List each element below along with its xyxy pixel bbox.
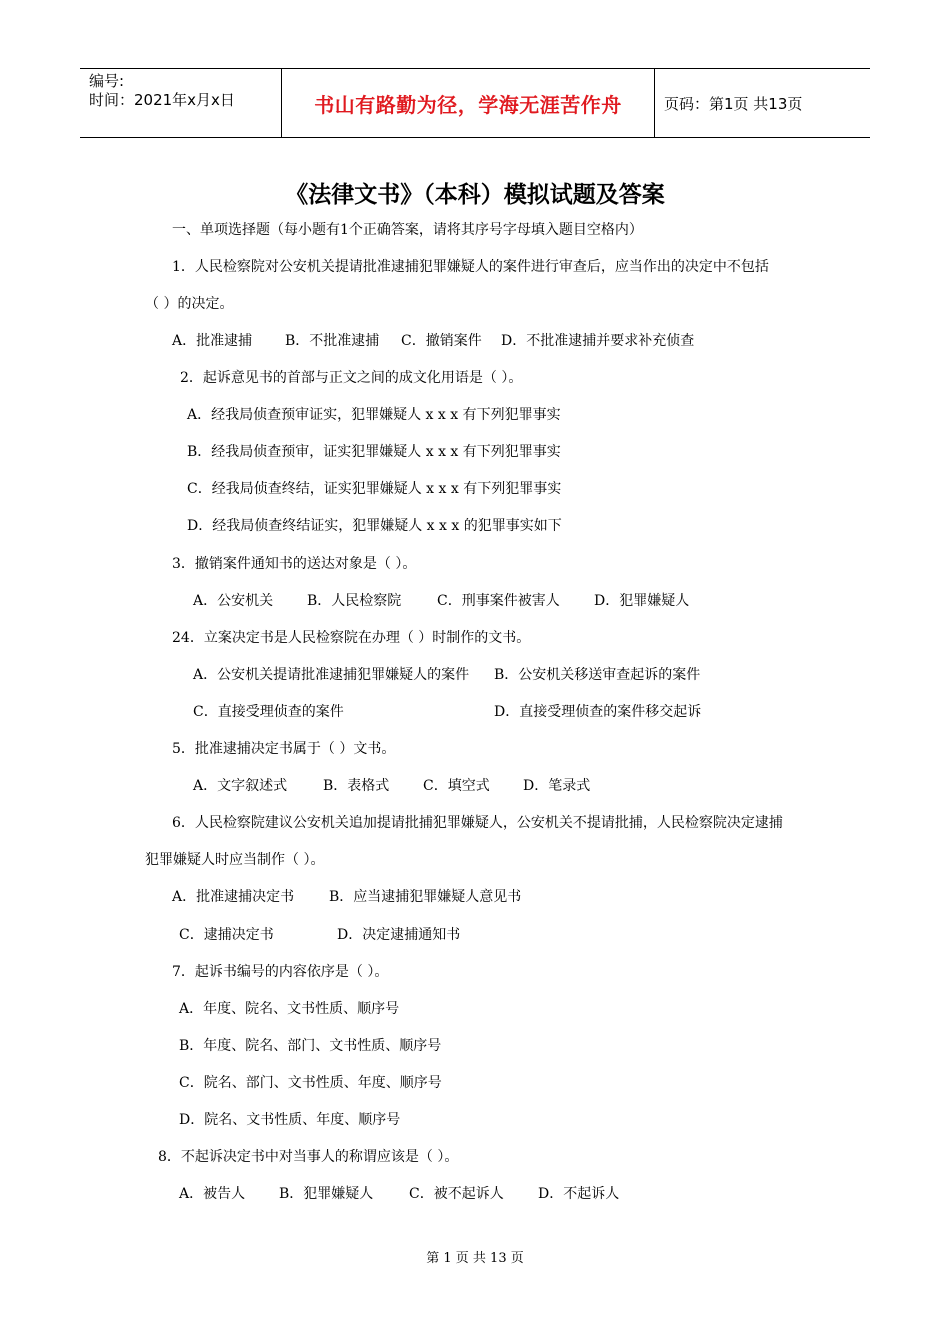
page-footer: 第 1 页 共 13 页 bbox=[426, 1251, 524, 1266]
question-24-option-c: C．直接受理侦查的案件 bbox=[193, 704, 344, 720]
header-meta-cell bbox=[80, 69, 281, 137]
question-3-line-1: 3．撤销案件通知书的送达对象是（ ）。 bbox=[172, 556, 417, 572]
question-5-line-1: 5．批准逮捕决定书属于（ ）文书。 bbox=[172, 741, 396, 757]
header-motto-cell bbox=[281, 69, 655, 137]
header-page-cell bbox=[654, 69, 870, 137]
question-8-option-b: B．犯罪嫌疑人 bbox=[279, 1186, 374, 1202]
question-6-option-b: B．应当逮捕犯罪嫌疑人意见书 bbox=[329, 889, 522, 905]
question-7-option-c: C．院名、部门、文书性质、年度、顺序号 bbox=[179, 1075, 442, 1091]
question-2-line-1: 2．起诉意见书的首部与正文之间的成文化用语是（ ）。 bbox=[180, 370, 523, 386]
question-1-line-2: （ ）的决定。 bbox=[145, 296, 234, 312]
question-8-option-c: C．被不起诉人 bbox=[409, 1186, 504, 1202]
question-3-option-a: A．公安机关 bbox=[193, 593, 274, 609]
header-motto: 书山有路勤为径，学海无涯苦作舟 bbox=[314, 92, 622, 117]
document-title: 《法律文书》（本科）模拟试题及答案 bbox=[285, 182, 665, 208]
question-1-option-b: B．不批准逮捕 bbox=[285, 333, 380, 349]
question-1-option-a: A．批准逮捕 bbox=[172, 333, 253, 349]
question-8-option-d: D．不起诉人 bbox=[538, 1186, 620, 1202]
question-6-line-1: 6．人民检察院建议公安机关追加提请批捕犯罪嫌疑人，公安机关不提请批捕，人民检察院决定逮捕 bbox=[172, 815, 783, 831]
question-7-option-d: D．院名、文书性质、年度、顺序号 bbox=[179, 1112, 401, 1128]
question-24-line-1: 24．立案决定书是人民检察院在办理（ ）时制作的文书。 bbox=[172, 630, 531, 646]
question-2-option-d: D．经我局侦查终结证实，犯罪嫌疑人 x x x 的犯罪事实如下 bbox=[187, 518, 562, 534]
question-2-option-b: B．经我局侦查预审，证实犯罪嫌疑人 x x x 有下列犯罪事实 bbox=[187, 444, 561, 460]
question-7-option-a: A．年度、院名、文书性质、顺序号 bbox=[179, 1001, 400, 1017]
question-6-line-2: 犯罪嫌疑人时应当制作（ ）。 bbox=[145, 852, 325, 868]
question-5-option-a: A．文字叙述式 bbox=[193, 778, 288, 794]
question-1-option-d: D．不批准逮捕并要求补充侦查 bbox=[501, 333, 695, 349]
question-3-option-b: B．人民检察院 bbox=[307, 593, 402, 609]
question-2-option-c: C．经我局侦查终结，证实犯罪嫌疑人 x x x 有下列犯罪事实 bbox=[187, 481, 562, 497]
question-5-option-c: C．填空式 bbox=[423, 778, 490, 794]
question-7-line-1: 7．起诉书编号的内容依序是（ ）。 bbox=[172, 964, 389, 980]
document-number-label: 编号: bbox=[89, 72, 125, 90]
header-page-info: 页码：第1页 共13页 bbox=[664, 94, 803, 113]
question-6-option-a: A．批准逮捕决定书 bbox=[172, 889, 295, 905]
header-table bbox=[80, 68, 870, 138]
question-8-option-a: A．被告人 bbox=[179, 1186, 246, 1202]
question-6-option-d: D．决定逮捕通知书 bbox=[337, 927, 461, 943]
question-5-option-b: B．表格式 bbox=[323, 778, 390, 794]
question-3-option-c: C．刑事案件被害人 bbox=[437, 593, 560, 609]
question-8-line-1: 8．不起诉决定书中对当事人的称谓应该是（ ）。 bbox=[158, 1149, 459, 1165]
question-24-option-d: D．直接受理侦查的案件移交起诉 bbox=[494, 704, 702, 720]
question-2-option-a: A．经我局侦查预审证实，犯罪嫌疑人 x x x 有下列犯罪事实 bbox=[187, 407, 561, 423]
question-7-option-b: B．年度、院名、部门、文书性质、顺序号 bbox=[179, 1038, 442, 1054]
question-24-option-a: A．公安机关提请批准逮捕犯罪嫌疑人的案件 bbox=[193, 667, 470, 683]
question-3-option-d: D．犯罪嫌疑人 bbox=[594, 593, 690, 609]
question-1-line-1: 1．人民检察院对公安机关提请批准逮捕犯罪嫌疑人的案件进行审查后，应当作出的决定中不包括 bbox=[172, 259, 769, 275]
question-6-option-c: C．逮捕决定书 bbox=[179, 927, 274, 943]
question-1-option-c: C．撤销案件 bbox=[401, 333, 482, 349]
question-5-option-d: D．笔录式 bbox=[523, 778, 591, 794]
question-24-option-b: B．公安机关移送审查起诉的案件 bbox=[494, 667, 701, 683]
document-time-label: 时间：2021年x月x日 bbox=[89, 91, 235, 109]
section-heading: 一、单项选择题（每小题有1个正确答案，请将其序号字母填入题目空格内） bbox=[172, 222, 643, 238]
